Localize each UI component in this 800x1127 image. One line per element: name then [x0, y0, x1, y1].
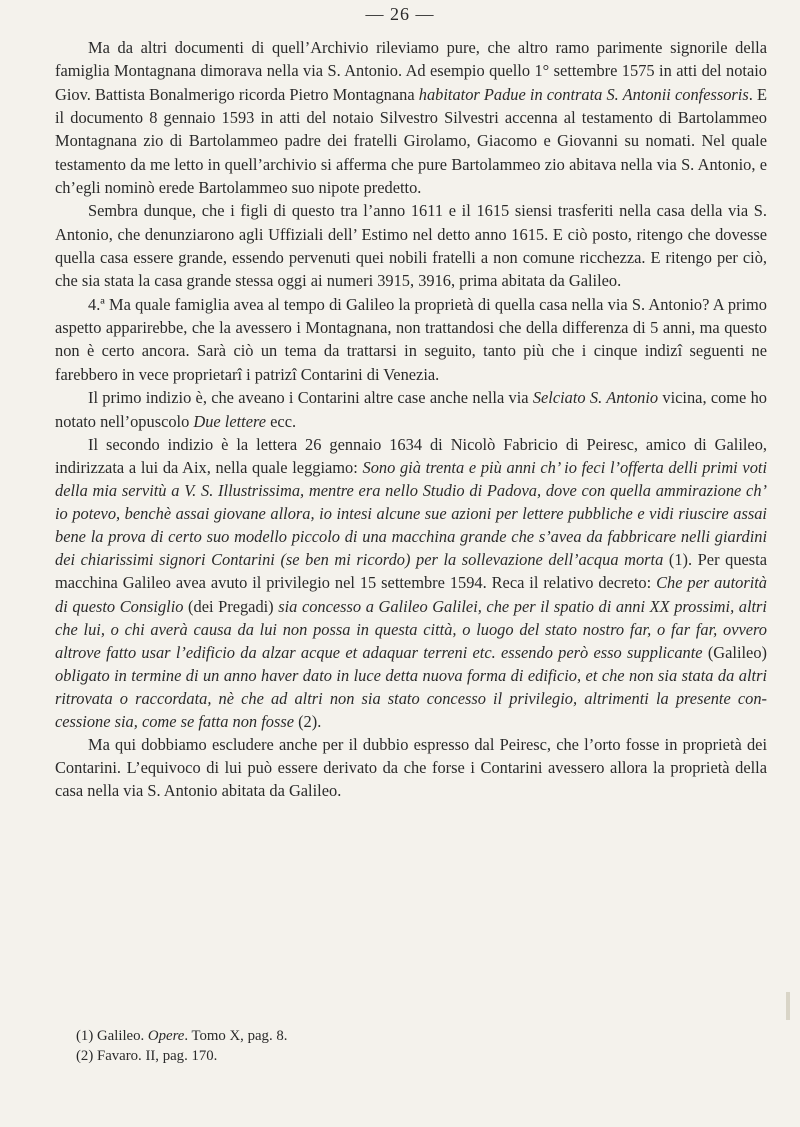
- paragraph: [55, 386, 767, 433]
- italic-text: Due lettere: [193, 411, 267, 431]
- footnote-number: (1): [76, 1028, 94, 1044]
- paragraph: [55, 733, 767, 802]
- footnote-number: (2): [76, 1047, 94, 1064]
- text-run: Il secondo indizio è la lettera 26 gennaio 1634 di Nicolò Fabricio di Peiresc, amico di Galileo, indirizzata a lui da Aix, nella quale leggiamo:: [55, 434, 767, 477]
- text-run: (2).: [294, 711, 322, 731]
- italic-text: Selciato S. Antonio: [532, 388, 659, 408]
- italic-text: Che per autorità di questo Consiglio: [55, 573, 767, 616]
- text-run: Il primo indizio è, che aveano i Contarini altre case anche nella via: [88, 388, 533, 408]
- text-run: Sembra dunque, che i figli di questo tra l’anno 1611 e il 1615 siensi trasferiti nella casa della via S. Antonio, che denunziarono agli Uffiziali dell’ Estimo nel detto anno 1615. E ciò posto, ritengo che dovesse quella casa essere grande, essendo pervenuti quei nobili fratelli a non comune ricchezza. E ritengo per ciò, che sia stata la casa grande stessa oggi ai numeri 3915, 3916, prima abitata da Galileo.: [55, 201, 767, 291]
- footnote-1: [76, 1027, 676, 1047]
- page-number: — 26 —: [365, 4, 435, 24]
- text-run: vicina, come ho notato nell’opuscolo: [55, 388, 768, 431]
- text-run: . E il documento 8 gennaio 1593 in atti del notaio Silvestro Silvestri accenna al testamento di Bartolammeo Montagnana zio di Bartolammeo padre dei fratelli Girolamo, Giacomo e Giovanni su nomati. Nel quale testamento da me letto in quell’archivio si afferma che pure Bartolammeo zio abitava nella via S. Antonio, e ch’egli nominò erede Bartolammeo suo nipote predetto.: [55, 84, 767, 198]
- italic-text: Sono già trenta e più anni ch’ io feci l’offerta delli primi voti della mia servitù a V. S. Illustrissima, mentre era nello Studio di Padova, dove con quella ammirazione ch’ io potevo, benchè assai giovane allora, io intesi alcune sue azioni per lettere pubbliche e vidi riuscire assai bene la prova di certo suo modello piccolo di una macchina grande che s’avea da fabbricare nelli giardini dei chiarissimi signori Contarini (se ben mi ricordo) per la sollevazione dell’acqua morta: [55, 457, 768, 570]
- footnote-text: Galileo.: [93, 1028, 148, 1044]
- text-run: ecc.: [266, 411, 297, 431]
- italic-text: sia concesso a Galileo Galilei, che per il spatio di anni XX prossimi, altri che lui, o chi averà causa da lui non possa in questa città, o luogo del stato nostro far, o far far, ovvero altrove fatto usar l’edificio da alzar acque et adaquar terreni etc. essendo però esso supplicante: [55, 596, 767, 662]
- footnote-2: [76, 1047, 676, 1067]
- text-run: Ma qui dobbiamo escludere anche per il dubbio espresso dal Peiresc, che l’orto fosse in proprietà dei Contarini. L’equivoco di lui può essere derivato da che forse i Contarini avessero allora la proprietà della casa nella via S. Antonio abitata da Galileo.: [55, 735, 767, 801]
- paragraph: [55, 293, 767, 386]
- italic-text: habitator Padue in contrata S. Antonii confessoris: [418, 84, 749, 104]
- text-run: Ma da altri documenti di quell’Archivio rileviamo pure, che altro ramo parimente signorile della famiglia Montagnana dimorava nella via S. Antonio. Ad esempio quello 1° settembre 1575 in atti del notaio Giov. Battista Bonalmerigo ricorda Pietro Montagnana: [55, 38, 767, 104]
- footnotes: [76, 1027, 676, 1066]
- paragraph: [55, 199, 767, 292]
- text-run: (Galileo): [702, 642, 767, 662]
- footnote-text: . Tomo X, pag. 8.: [184, 1028, 288, 1044]
- italic-text: obligato in termine di un anno haver dato in luce detta nuova forma di edificio, et che non sia stata da altri ritrovata o raccordata, nè che ad altri non sia stato concesso il privilegio, altrimenti la presente concessione sia, come se fatta non fosse: [55, 665, 767, 731]
- paper-mark: [786, 992, 790, 1020]
- text-run: (dei Pregadi): [183, 596, 279, 616]
- text-run: (1). Per questa macchina Galileo avea avuto il privilegio nel 15 settembre 1594. Reca il relativo decreto:: [55, 550, 767, 593]
- text-run: 4.ª Ma quale famiglia avea al tempo di Galileo la proprietà di quella casa nella via S. Antonio? A primo aspetto apparirebbe, che la avessero i Montagnana, non trattandosi che della differenza di 5 anni, ma questo non è certo ancora. Sarà ciò un tema da trattarsi in seguito, tanto più che i cinque indizî seguenti ne farebbero in vece proprietarî i patrizî Contarini di Venezia.: [55, 294, 767, 384]
- footnote-text: Favaro. II, pag. 170.: [93, 1047, 218, 1064]
- paragraph: [55, 433, 767, 733]
- footnote-italic: Opere: [147, 1028, 185, 1044]
- paragraph: [55, 36, 767, 199]
- body-text: [55, 36, 767, 802]
